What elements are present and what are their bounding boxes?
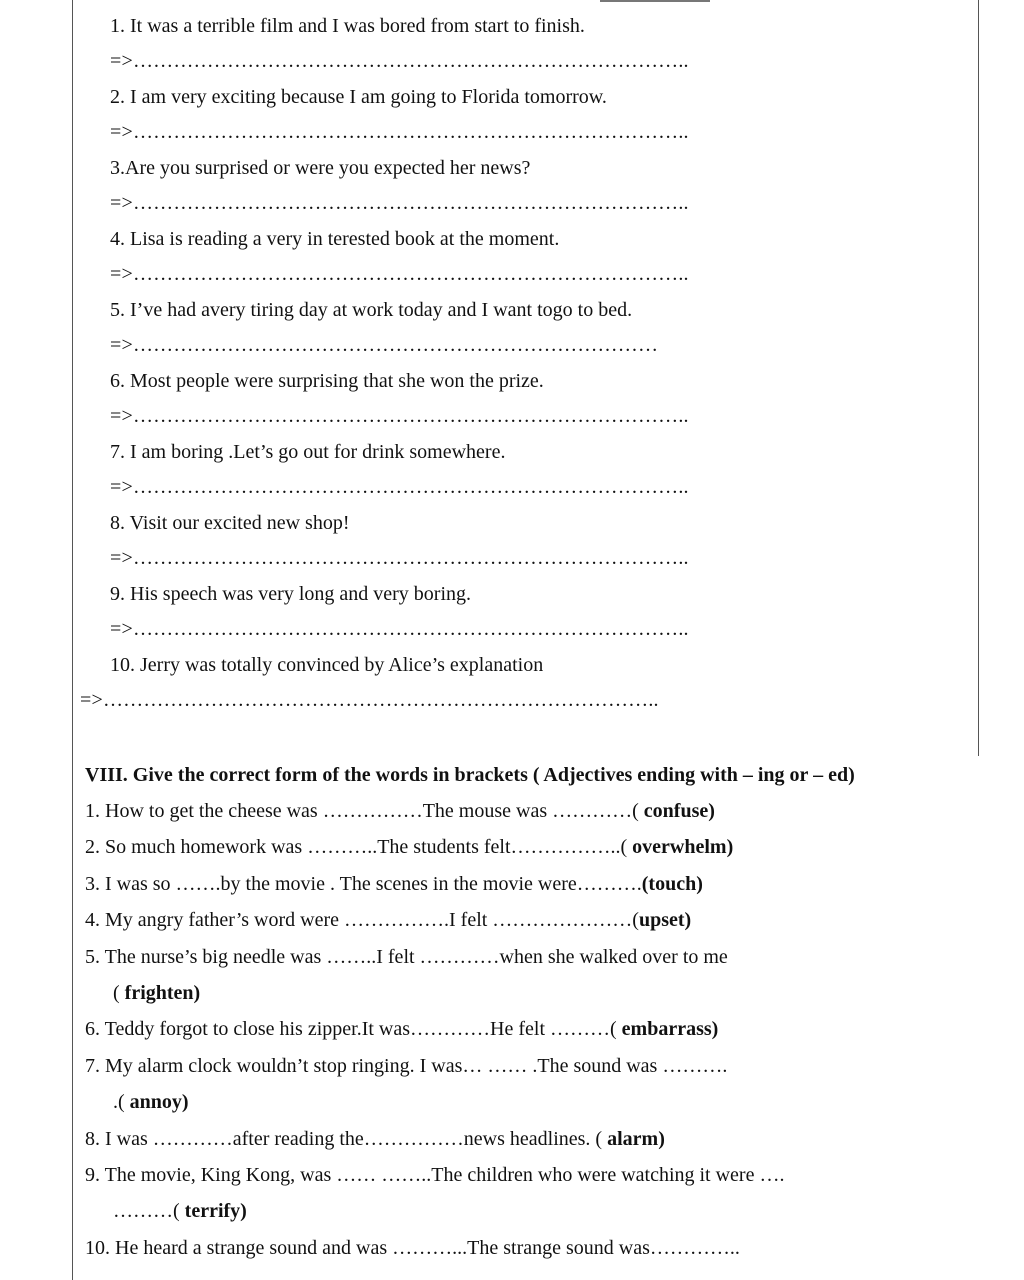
answer-line: =>……………………………………………………………………….. [110, 263, 689, 285]
answer-line: =>……………………………………………………………………….. [110, 405, 689, 427]
bracket-hint-word: terrify) [179, 1200, 247, 1223]
answer-line: =>……………………………………………………………………….. [110, 547, 689, 569]
exercise-sentence: 1. It was a terrible film and I was bored from start to finish. [110, 15, 585, 37]
section-heading: VIII. Give the correct form of the words in brackets ( Adjectives ending with – ing or – ed) [85, 764, 855, 786]
page-border-right [978, 0, 979, 756]
exercise-line-continuation [85, 1090, 975, 1126]
exercise-sentence: 2. I am very exciting because I am going to Florida tomorrow. [110, 86, 607, 108]
exercise-sentence: 9. His speech was very long and very boring. [110, 583, 472, 605]
exercise-line [85, 1017, 975, 1053]
exercise-line [85, 872, 975, 908]
exercise-line [85, 799, 975, 835]
word-form-exercise [85, 763, 975, 1272]
bracket-hint-word: upset) [638, 909, 692, 932]
page-border-left [72, 0, 73, 1280]
bracket-hint-word: annoy) [124, 1091, 189, 1114]
exercise-line [85, 1163, 975, 1199]
exercise-text: 8. I was …………after reading the……………news headlines. ( [85, 1127, 603, 1150]
rewrite-exercise [80, 14, 970, 724]
exercise-sentence: 5. I’ve had avery tiring day at work today and I want togo to bed. [110, 299, 633, 321]
bracket-hint-word: confuse) [638, 800, 715, 822]
exercise-sentence: 4. Lisa is reading a very in terested book at the moment. [110, 228, 560, 250]
exercise-text: 1. How to get the cheese was ……………The mouse was …………( [85, 800, 639, 822]
exercise-text: ( [113, 981, 120, 1004]
bracket-hint-word: (touch) [641, 872, 703, 895]
exercise-line [85, 1127, 975, 1163]
exercise-sentence: 7. I am boring .Let’s go out for drink somewhere. [110, 441, 506, 463]
exercise-sentence: 8. Visit our excited new shop! [110, 512, 350, 534]
bracket-hint-word: frighten) [119, 981, 201, 1004]
exercise-line-continuation [85, 1199, 975, 1235]
exercise-line [85, 945, 975, 981]
exercise-text: ………( [113, 1200, 180, 1223]
exercise-text: 7. My alarm clock wouldn’t stop ringing. I was… …… .The sound was ………. [85, 1054, 728, 1077]
exercise-sentence: 3.Are you surprised or were you expected her news? [110, 157, 531, 179]
exercise-text: 10. He heard a strange sound and was ………...The strange sound was………….. [85, 1236, 740, 1259]
exercise-sentence: 10. Jerry was totally convinced by Alice’s explanation [110, 654, 544, 676]
answer-line: =>……………………………………………………………………….. [110, 618, 689, 640]
exercise-text: 3. I was so …….by the movie . The scenes in the movie were………. [85, 872, 642, 895]
bracket-hint-word: overwhelm) [627, 836, 734, 859]
bracket-hint-word: embarrass) [616, 1018, 719, 1041]
cropped-text-fragment [600, 0, 710, 2]
answer-line: =>……………………………………………………………………….. [110, 476, 689, 498]
answer-line: =>……………………………………………………………………….. [110, 121, 689, 143]
exercise-line [85, 908, 975, 944]
exercise-line [85, 1054, 975, 1090]
exercise-text: 4. My angry father’s word were …………….I felt …………………( [85, 909, 639, 932]
exercise-sentence: 6. Most people were surprising that she won the prize. [110, 370, 544, 392]
exercise-text: .( [113, 1091, 125, 1114]
exercise-text: 2. So much homework was ………..The students felt……………..( [85, 836, 628, 859]
bracket-hint-word: alarm) [602, 1127, 665, 1150]
exercise-line [85, 1236, 975, 1272]
exercise-line [85, 835, 975, 871]
answer-line: =>……………………………………………………………………….. [110, 50, 689, 72]
answer-line: =>……………………………………………………………………….. [110, 192, 689, 214]
answer-line: =>……………………………………………………………………….. [80, 689, 659, 711]
exercise-text: 6. Teddy forgot to close his zipper.It was…………He felt ………( [85, 1018, 617, 1041]
exercise-text: 5. The nurse’s big needle was ……..I felt …………when she walked over to me [85, 945, 728, 968]
answer-line: =>…………………………………………………………………… [110, 334, 659, 356]
exercise-line-continuation [85, 981, 975, 1017]
exercise-text: 9. The movie, King Kong, was …… ……..The children who were watching it were …. [85, 1163, 785, 1186]
